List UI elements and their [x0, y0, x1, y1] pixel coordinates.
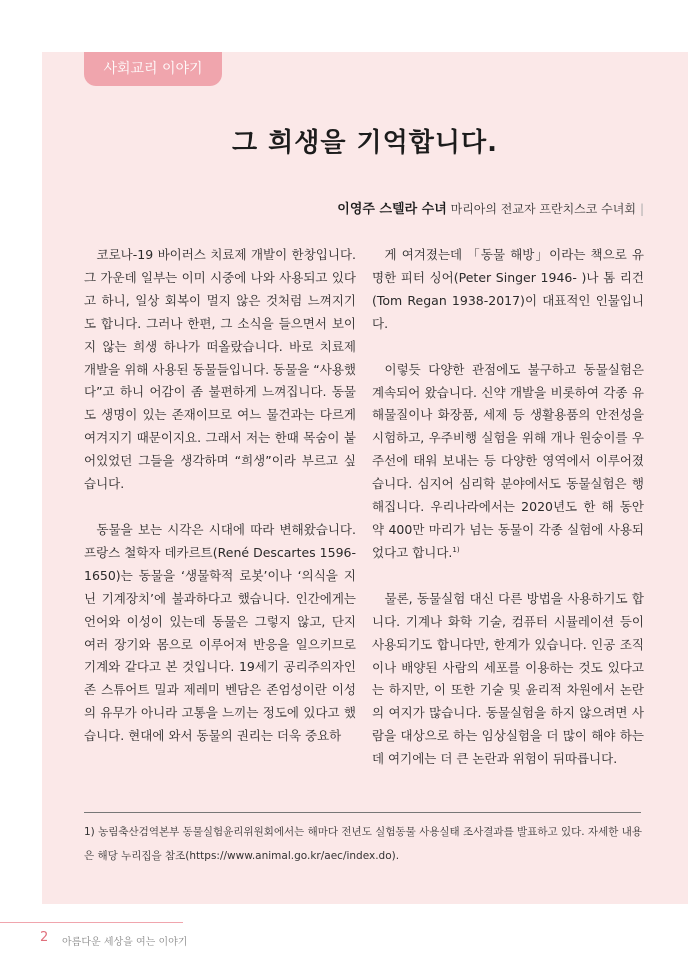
section-tag: 사회교리 이야기 [84, 52, 222, 86]
footnote: 1) 농림축산검역본부 동물실험윤리위원회에서는 해마다 전년도 실험동물 사용실태 조사결과를 발표하고 있다. 자세한 내용은 해당 누리집을 참조(https://www.animal.go.kr/aec/index.do). [84, 826, 642, 862]
article-title: 그 희생을 기억합니다. [231, 128, 499, 158]
left-column [84, 244, 356, 771]
page-rule [0, 922, 183, 923]
footnote-marker[interactable]: 1) [452, 545, 460, 554]
paragraph: 동물을 보는 시각은 시대에 따라 변해왔습니다. 프랑스 철학자 데카르트(René Descartes 1596-1650)는 동물을 ‘생물학적 로봇’이나 ‘의식을 지닌 기계장치’에 불과하다고 했습니다. 인간에게는 언어와 이성이 있는데 동물은 그렇지 않고, 단지 여러 장기와 몸으로 이루어져 반응을 일으키므로 기계와 같다고 본 것입니다. 19세기 공리주의자인 존 스튜어트 밀과 제레미 벤담은 존엄성이란 이성의 유무가 아니라 고통을 느끼는 정도에 있다고 했습니다. 현대에 와서 동물의 권리는 더욱 중요하 [84, 521, 356, 744]
author-name: 이영주 스텔라 수녀 [337, 202, 447, 217]
magazine-name: 아름다운 세상을 여는 이야기 [62, 937, 188, 948]
divider-bar: | [639, 202, 644, 216]
footnote-divider [84, 812, 641, 813]
paragraph: 게 여겨졌는데 「동물 해방」이라는 책으로 유명한 피터 싱어(Peter Singer 1946- )나 톰 리건(Tom Regan 1938-2017)이 대표적인 인물입니다. [372, 247, 644, 331]
paragraph: 물론, 동물실험 대신 다른 방법을 사용하기도 합니다. 기계나 화학 기술, 컴퓨터 시뮬레이션 등이 사용되기도 합니다만, 한계가 있습니다. 인공 조직이나 배양된 사람의 세포를 이용하는 것도 있다고는 하지만, 이 또한 기술 및 윤리적 차원에서 논란의 여지가 많습니다. 동물실험을 하지 않으려면 사람을 대상으로 하는 임상실험을 더 많이 해야 하는데 여기에는 더 큰 논란과 위험이 뒤따릅니다. [372, 590, 644, 767]
byline [337, 198, 644, 217]
right-column [372, 244, 644, 794]
author-affiliation: 마리아의 전교자 프란치스코 수녀회 [450, 202, 636, 216]
page-number: 2 [40, 930, 49, 945]
paragraph-text: 이렇듯 다양한 관점에도 불구하고 동물실험은 계속되어 왔습니다. 신약 개발을 비롯하여 각종 유해물질이나 화장품, 세제 등 생활용품의 안전성을 시험하고, 우주비행 실험을 위해 개나 원숭이를 우주선에 태워 보내는 등 다양한 영역에서 이루어졌습니다. 심지어 심리학 분야에서도 동물실험은 행해집니다. 우리나라에서는 2020년도 한 해 동안 약 400만 마리가 넘는 동물이 각종 실험에 사용되었다고 합니다. [372, 361, 644, 560]
paragraph [372, 359, 644, 565]
paragraph: 코로나-19 바이러스 치료제 개발이 한창입니다. 그 가운데 일부는 이미 시중에 나와 사용되고 있다고 하니, 일상 회복이 멀지 않은 것처럼 느껴지기도 합니다. 그러나 한편, 그 소식을 들으면서 보이지 않는 희생 하나가 떠올랐습니다. 바로 치료제 개발을 위해 사용된 동물들입니다. 동물을 “사용했다”고 하니 어감이 좀 불편하게 느껴집니다. 동물도 생명이 있는 존재이므로 여느 물건과는 다르게 여겨지기 때문이지요. 그래서 저는 한때 목숨이 붙어있었던 그들을 생각하며 “희생”이라 부르고 싶습니다. [84, 247, 356, 492]
